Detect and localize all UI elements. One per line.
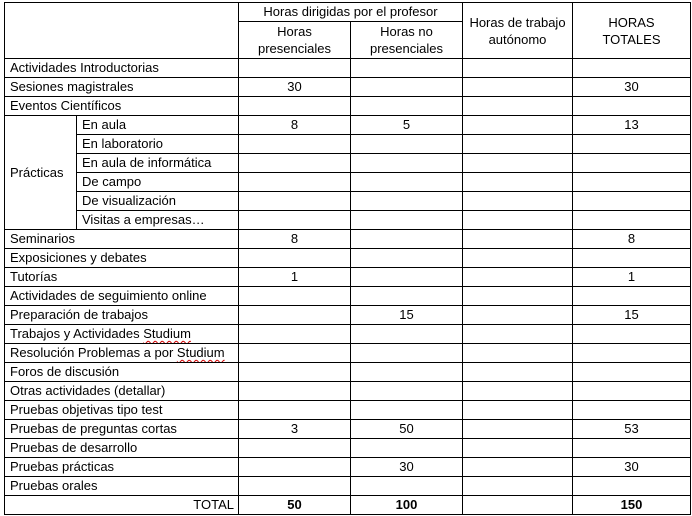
cell-presenciales: [239, 173, 351, 192]
cell-autonomo: [463, 268, 573, 287]
cell-totales: 30: [573, 458, 691, 477]
row-label-spellcheck-word: Studium: [143, 326, 191, 341]
table-row: [5, 363, 691, 382]
cell-autonomo: [463, 249, 573, 268]
cell-totales: [573, 477, 691, 496]
table-row: [5, 230, 691, 249]
cell-autonomo: [463, 230, 573, 249]
cell-no-presenciales: [351, 192, 463, 211]
cell-no-presenciales: 5: [351, 116, 463, 135]
table-row: [5, 458, 691, 477]
cell-presenciales: [239, 477, 351, 496]
header-horas-autonomo: Horas de trabajo autónomo: [463, 3, 573, 59]
cell-no-presenciales: [351, 135, 463, 154]
cell-autonomo: [463, 458, 573, 477]
hours-table: [4, 2, 691, 515]
cell-autonomo: [463, 344, 573, 363]
table-row: [5, 477, 691, 496]
table-row: [5, 135, 691, 154]
table-row: [5, 420, 691, 439]
cell-autonomo: [463, 192, 573, 211]
header-blank-cell: [5, 3, 239, 59]
table-row: [5, 306, 691, 325]
cell-autonomo: [463, 439, 573, 458]
cell-no-presenciales: [351, 211, 463, 230]
cell-totales: 8: [573, 230, 691, 249]
row-label: Foros de discusión: [5, 363, 239, 382]
table-row: [5, 173, 691, 192]
row-label: Actividades Introductorias: [5, 59, 239, 78]
cell-autonomo: [463, 154, 573, 173]
cell-no-presenciales: [351, 268, 463, 287]
cell-no-presenciales: [351, 249, 463, 268]
cell-presenciales: 30: [239, 78, 351, 97]
cell-totales: [573, 249, 691, 268]
cell-presenciales: [239, 306, 351, 325]
cell-autonomo: [463, 59, 573, 78]
cell-presenciales: 1: [239, 268, 351, 287]
cell-no-presenciales: [351, 344, 463, 363]
total-autonomo: [463, 496, 573, 515]
cell-totales: 15: [573, 306, 691, 325]
table-row: [5, 192, 691, 211]
table-row: [5, 59, 691, 78]
cell-no-presenciales: [351, 363, 463, 382]
row-label: Seminarios: [5, 230, 239, 249]
row-label: [5, 325, 239, 344]
table-row: [5, 325, 691, 344]
total-totales: 150: [573, 496, 691, 515]
cell-totales: [573, 344, 691, 363]
cell-presenciales: [239, 59, 351, 78]
cell-totales: [573, 59, 691, 78]
row-label: En aula: [77, 116, 239, 135]
cell-totales: [573, 382, 691, 401]
header-horas-totales: HORAS TOTALES: [573, 3, 691, 59]
cell-presenciales: [239, 382, 351, 401]
row-label: Eventos Científicos: [5, 97, 239, 116]
table-row: [5, 249, 691, 268]
cell-totales: 53: [573, 420, 691, 439]
cell-no-presenciales: 15: [351, 306, 463, 325]
cell-no-presenciales: [351, 97, 463, 116]
cell-presenciales: [239, 211, 351, 230]
row-label: Pruebas de desarrollo: [5, 439, 239, 458]
cell-autonomo: [463, 382, 573, 401]
cell-autonomo: [463, 173, 573, 192]
cell-no-presenciales: [351, 287, 463, 306]
row-label: Pruebas orales: [5, 477, 239, 496]
row-label: En laboratorio: [77, 135, 239, 154]
row-label: Actividades de seguimiento online: [5, 287, 239, 306]
cell-no-presenciales: 30: [351, 458, 463, 477]
cell-autonomo: [463, 211, 573, 230]
cell-presenciales: [239, 401, 351, 420]
cell-no-presenciales: [351, 477, 463, 496]
table-row: [5, 97, 691, 116]
cell-no-presenciales: [351, 78, 463, 97]
row-label: Otras actividades (detallar): [5, 382, 239, 401]
row-label-text: Trabajos y Actividades: [10, 326, 144, 341]
total-presenciales: 50: [239, 496, 351, 515]
cell-autonomo: [463, 477, 573, 496]
row-label: Visitas a empresas…: [77, 211, 239, 230]
row-label-spellcheck-word: Studium: [176, 345, 225, 360]
row-label: Exposiciones y debates: [5, 249, 239, 268]
cell-totales: 13: [573, 116, 691, 135]
cell-autonomo: [463, 116, 573, 135]
cell-no-presenciales: 50: [351, 420, 463, 439]
row-label: [5, 344, 239, 363]
cell-autonomo: [463, 97, 573, 116]
table-row: [5, 116, 691, 135]
cell-autonomo: [463, 401, 573, 420]
table-row: [5, 401, 691, 420]
table-row: [5, 344, 691, 363]
cell-presenciales: 8: [239, 116, 351, 135]
table-row: [5, 211, 691, 230]
row-label: En aula de informática: [77, 154, 239, 173]
cell-presenciales: [239, 287, 351, 306]
cell-autonomo: [463, 325, 573, 344]
cell-autonomo: [463, 363, 573, 382]
cell-totales: [573, 325, 691, 344]
cell-autonomo: [463, 306, 573, 325]
cell-no-presenciales: [351, 230, 463, 249]
cell-no-presenciales: [351, 59, 463, 78]
cell-totales: [573, 401, 691, 420]
header-row-top: [5, 3, 691, 22]
cell-totales: [573, 97, 691, 116]
total-row: [5, 496, 691, 515]
table-row: [5, 268, 691, 287]
table-row: [5, 287, 691, 306]
row-label: Sesiones magistrales: [5, 78, 239, 97]
row-label: Pruebas objetivas tipo test: [5, 401, 239, 420]
cell-totales: [573, 363, 691, 382]
cell-totales: [573, 173, 691, 192]
cell-presenciales: [239, 344, 351, 363]
cell-no-presenciales: [351, 401, 463, 420]
cell-presenciales: [239, 154, 351, 173]
row-label: De visualización: [77, 192, 239, 211]
table-row: [5, 78, 691, 97]
cell-no-presenciales: [351, 439, 463, 458]
header-horas-dirigidas: Horas dirigidas por el profesor: [239, 3, 463, 22]
header-horas-presenciales: Horas presenciales: [239, 22, 351, 59]
cell-no-presenciales: [351, 325, 463, 344]
row-label: Tutorías: [5, 268, 239, 287]
cell-totales: [573, 439, 691, 458]
cell-totales: [573, 211, 691, 230]
cell-no-presenciales: [351, 154, 463, 173]
cell-presenciales: [239, 97, 351, 116]
row-label: Pruebas de preguntas cortas: [5, 420, 239, 439]
cell-presenciales: [239, 439, 351, 458]
cell-presenciales: 3: [239, 420, 351, 439]
cell-totales: 1: [573, 268, 691, 287]
cell-presenciales: [239, 458, 351, 477]
total-label: TOTAL: [5, 496, 239, 515]
header-horas-no-presenciales: Horas no presenciales: [351, 22, 463, 59]
row-label: De campo: [77, 173, 239, 192]
table-row: [5, 154, 691, 173]
table-row: [5, 439, 691, 458]
total-no-presenciales: 100: [351, 496, 463, 515]
cell-no-presenciales: [351, 382, 463, 401]
cell-presenciales: [239, 249, 351, 268]
cell-totales: [573, 287, 691, 306]
cell-presenciales: [239, 135, 351, 154]
cell-totales: 30: [573, 78, 691, 97]
cell-autonomo: [463, 420, 573, 439]
cell-totales: [573, 192, 691, 211]
cell-totales: [573, 135, 691, 154]
cell-presenciales: [239, 325, 351, 344]
row-label: Pruebas prácticas: [5, 458, 239, 477]
cell-autonomo: [463, 135, 573, 154]
cell-no-presenciales: [351, 173, 463, 192]
cell-totales: [573, 154, 691, 173]
cell-autonomo: [463, 287, 573, 306]
practicas-label: Prácticas: [5, 116, 77, 230]
row-label-text: Resolución Problemas a por: [10, 345, 177, 360]
table-row: [5, 382, 691, 401]
cell-presenciales: 8: [239, 230, 351, 249]
cell-autonomo: [463, 78, 573, 97]
cell-presenciales: [239, 363, 351, 382]
cell-presenciales: [239, 192, 351, 211]
row-label: Preparación de trabajos: [5, 306, 239, 325]
